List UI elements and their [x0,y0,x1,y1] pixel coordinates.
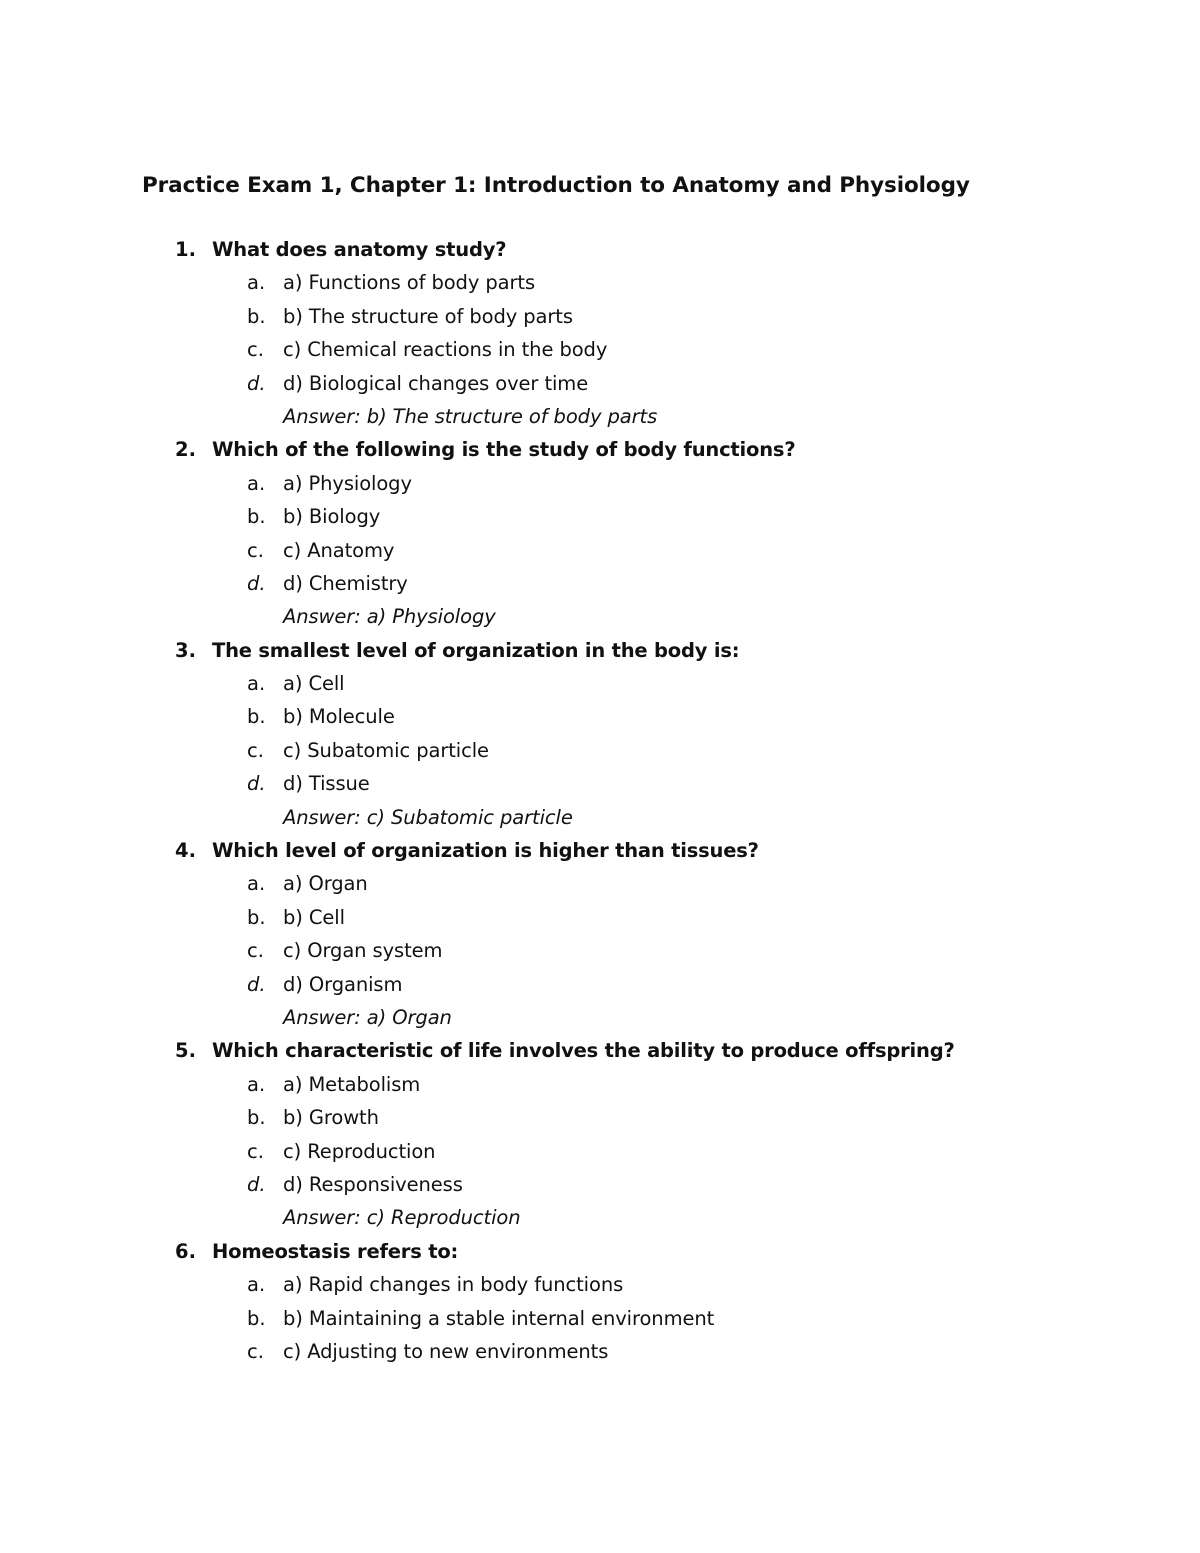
option-text: b) Maintaining a stable internal environment [283,1306,715,1330]
option-marker: c. [247,738,264,762]
option-marker: c. [247,1339,264,1363]
option-text: b) The structure of body parts [283,304,573,328]
answer-option [0,1135,1200,1168]
answer-option [0,567,1200,600]
answer-key: Answer: a) Physiology [283,605,496,629]
option-marker: a. [247,872,266,896]
option-marker: c. [247,939,264,963]
answer-key: Answer: b) The structure of body parts [283,404,658,428]
answer-option [0,934,1200,967]
answer-option [0,767,1200,800]
answer-option [0,367,1200,400]
answer-row [0,1201,1200,1234]
option-marker: d. [247,571,266,595]
question-header [0,1235,1200,1268]
answer-option [0,700,1200,733]
question-header [0,233,1200,266]
option-text: d) Organism [283,972,403,996]
option-marker: c. [247,1139,264,1163]
option-marker: b. [247,1106,266,1130]
answer-row [0,1001,1200,1034]
answer-option [0,1068,1200,1101]
option-text: b) Growth [283,1106,379,1130]
answer-option [0,333,1200,366]
answer-option [0,1168,1200,1201]
answer-option [0,266,1200,299]
option-marker: b. [247,1306,266,1330]
answer-option [0,968,1200,1001]
option-marker: d. [247,1172,266,1196]
question-item [0,1235,1200,1369]
option-marker: a. [247,471,266,495]
question-number: 2. [175,438,196,462]
option-marker: c. [247,538,264,562]
question-text: Homeostasis refers to: [212,1239,459,1263]
answer-row [0,600,1200,633]
answer-option [0,1335,1200,1368]
answer-option [0,1101,1200,1134]
option-marker: a. [247,271,266,295]
question-header [0,433,1200,466]
answer-row [0,400,1200,433]
option-marker: a. [247,672,266,696]
question-header [0,1034,1200,1067]
question-item [0,1034,1200,1234]
question-text: Which characteristic of life involves the ability to produce offspring? [212,1039,955,1063]
answer-row [0,801,1200,834]
question-text: Which of the following is the study of body functions? [212,438,796,462]
option-text: c) Adjusting to new environments [283,1339,609,1363]
question-number: 5. [175,1039,196,1063]
page-title: Practice Exam 1, Chapter 1: Introduction to Anatomy and Physiology [142,173,970,198]
answer-option [0,867,1200,900]
option-text: a) Organ [283,872,368,896]
answer-option [0,1302,1200,1335]
option-text: d) Tissue [283,772,370,796]
option-marker: c. [247,338,264,362]
question-header [0,834,1200,867]
option-text: a) Rapid changes in body functions [283,1273,624,1297]
question-item [0,233,1200,433]
answer-option [0,667,1200,700]
option-text: b) Cell [283,905,345,929]
option-text: a) Physiology [283,471,412,495]
answer-key: Answer: c) Reproduction [283,1206,521,1230]
option-marker: b. [247,304,266,328]
option-marker: d. [247,772,266,796]
question-number: 4. [175,839,196,863]
question-text: Which level of organization is higher than tissues? [212,839,759,863]
option-text: a) Functions of body parts [283,271,536,295]
answer-option [0,1268,1200,1301]
question-number: 6. [175,1239,196,1263]
question-number: 1. [175,238,196,261]
answer-option [0,500,1200,533]
question-text: The smallest level of organization in the body is: [212,638,740,662]
answer-key: Answer: c) Subatomic particle [283,805,573,829]
option-text: c) Organ system [283,939,443,963]
option-marker: b. [247,505,266,529]
question-item [0,634,1200,834]
answer-key: Answer: a) Organ [283,1005,452,1029]
option-text: c) Subatomic particle [283,738,489,762]
option-text: b) Biology [283,505,381,529]
answer-option [0,734,1200,767]
option-text: c) Reproduction [283,1139,436,1163]
option-text: a) Metabolism [283,1072,421,1096]
option-text: c) Anatomy [283,538,395,562]
question-list [0,233,1200,1368]
answer-option [0,467,1200,500]
option-marker: b. [247,705,266,729]
option-text: c) Chemical reactions in the body [283,338,608,362]
option-text: d) Biological changes over time [283,371,589,395]
question-number: 3. [175,638,196,662]
answer-option [0,901,1200,934]
question-text: What does anatomy study? [212,238,507,261]
option-marker: d. [247,371,266,395]
option-text: b) Molecule [283,705,395,729]
question-header [0,634,1200,667]
answer-option [0,534,1200,567]
option-text: d) Responsiveness [283,1172,463,1196]
option-marker: a. [247,1273,266,1297]
option-text: a) Cell [283,672,345,696]
option-marker: d. [247,972,266,996]
question-item [0,433,1200,633]
option-marker: b. [247,905,266,929]
option-text: d) Chemistry [283,571,408,595]
option-marker: a. [247,1072,266,1096]
answer-option [0,300,1200,333]
question-item [0,834,1200,1034]
